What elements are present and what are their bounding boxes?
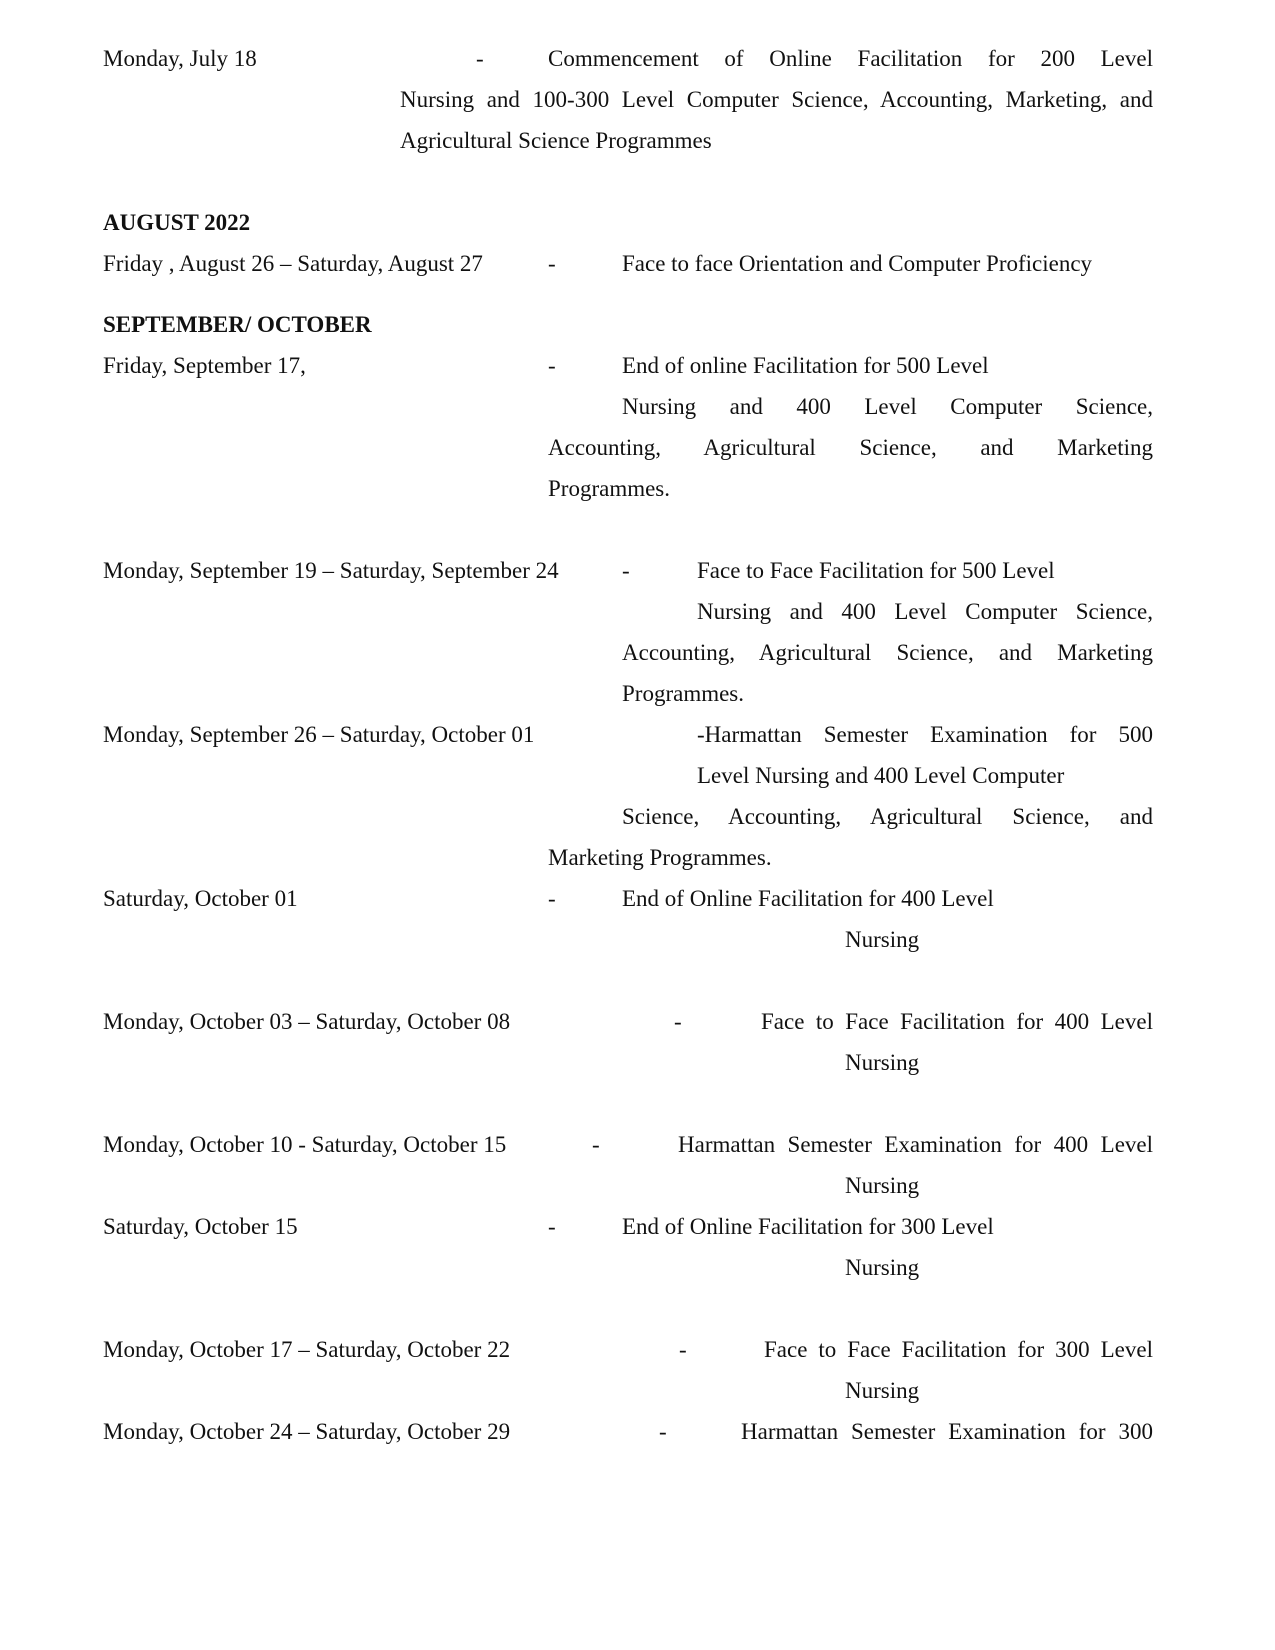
entry-dash: - (674, 1009, 682, 1034)
entry-text-line: Face to face Orientation and Computer Proficiency (622, 251, 1093, 276)
entry-dash: - (548, 251, 556, 276)
entry-text-line: Programmes. (548, 476, 671, 501)
entry-text-line: Level Nursing and 400 Level Computer (697, 763, 1065, 788)
entry-date: Monday, October 03 – Saturday, October 08 (103, 1009, 511, 1034)
entry-dash: - (548, 886, 556, 911)
entry-text-line: Commencement of Online Facilitation for 200 Level (548, 46, 1153, 71)
entry-text-line: Accounting, Agricultural Science, and Marketing (548, 435, 1153, 460)
entry-dash: - (592, 1132, 600, 1157)
entry-text-line: Face to Face Facilitation for 300 Level (764, 1337, 1153, 1362)
entry-text-line: Agricultural Science Programmes (400, 128, 712, 153)
entry-text-line: Nursing (845, 1255, 920, 1280)
entry-date: Saturday, October 01 (103, 886, 298, 911)
entry-date: Monday, September 26 – Saturday, October 01 (103, 722, 535, 747)
entry-dash: - (679, 1337, 687, 1362)
entry-date: Monday, October 17 – Saturday, October 22 (103, 1337, 511, 1362)
entry-dash: - (659, 1419, 667, 1444)
entry-text-line: Face to Face Facilitation for 400 Level (761, 1009, 1153, 1034)
entry-text-line: Harmattan Semester Examination for 300 (741, 1419, 1153, 1444)
entry-text-line: Nursing (845, 1378, 920, 1403)
entry-text-line: End of Online Facilitation for 400 Level (622, 886, 994, 911)
entry-text-line: Science, Accounting, Agricultural Science, and (622, 804, 1153, 829)
entry-text-line: Face to Face Facilitation for 500 Level (697, 558, 1055, 583)
section-heading-august: AUGUST 2022 (103, 210, 251, 235)
entry-text-line: End of online Facilitation for 500 Level (622, 353, 989, 378)
entry-date: Monday, September 19 – Saturday, September 24 (103, 558, 559, 583)
entry-date: Friday , August 26 – Saturday, August 27 (103, 251, 483, 276)
entry-text-line: Accounting, Agricultural Science, and Marketing (622, 640, 1153, 665)
entry-date: Saturday, October 15 (103, 1214, 298, 1239)
entry-date: Monday, July 18 (103, 46, 257, 71)
entry-dash: - (476, 46, 484, 71)
entry-text-line: Nursing and 400 Level Computer Science, (622, 394, 1153, 419)
entry-dash: - (548, 353, 556, 378)
entry-text-line: Harmattan Semester Examination for 400 Level (678, 1132, 1153, 1157)
entry-text-line: End of Online Facilitation for 300 Level (622, 1214, 994, 1239)
entry-text-line: Programmes. (622, 681, 745, 706)
entry-dash: - (548, 1214, 556, 1239)
entry-text-line: Nursing and 400 Level Computer Science, (697, 599, 1153, 624)
entry-date: Monday, October 24 – Saturday, October 29 (103, 1419, 511, 1444)
entry-date: Friday, September 17, (103, 353, 306, 378)
entry-text-line: Marketing Programmes. (548, 845, 772, 870)
entry-dash: - (622, 558, 630, 583)
entry-text-line: Nursing (845, 1173, 920, 1198)
entry-text-line: Nursing (845, 1050, 920, 1075)
entry-date: Monday, October 10 - Saturday, October 15 (103, 1132, 507, 1157)
entry-text-line: Nursing (845, 927, 920, 952)
entry-text-line: Nursing and 100-300 Level Computer Science, Accounting, Marketing, and (400, 87, 1153, 112)
section-heading-september-october: SEPTEMBER/ OCTOBER (103, 312, 372, 337)
entry-text-line: -Harmattan Semester Examination for 500 (697, 722, 1153, 747)
